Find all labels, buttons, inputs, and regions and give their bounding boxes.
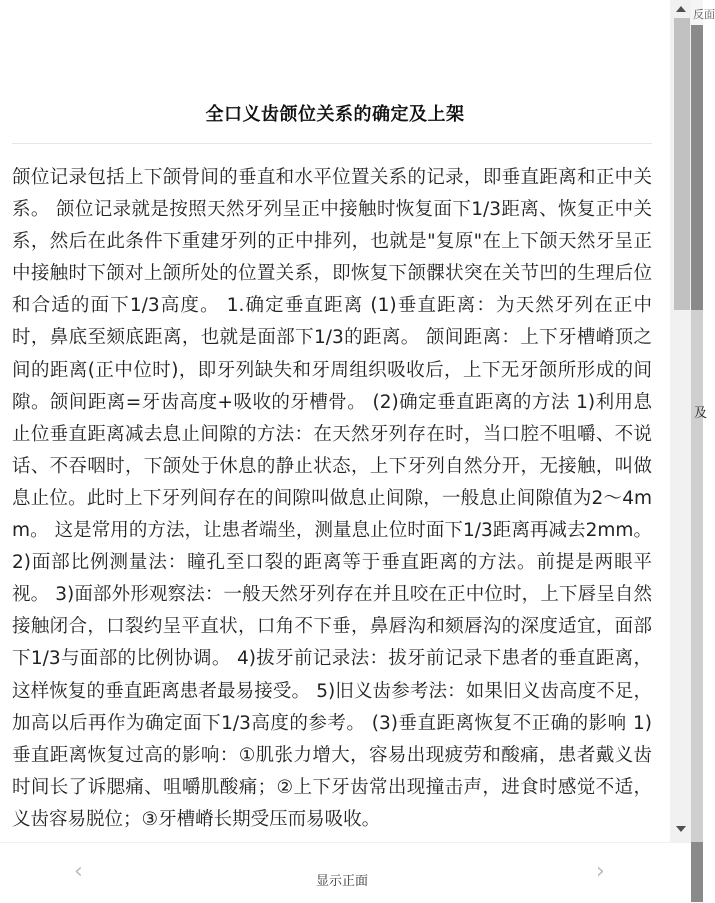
adjacent-card-edge	[691, 0, 703, 902]
next-chevron-icon[interactable]: ›	[596, 859, 605, 884]
adjacent-card-label: 反面	[693, 8, 715, 21]
panel-body-strip	[691, 310, 703, 842]
scrollbar-thumb[interactable]	[674, 18, 690, 310]
article-body: 颌位记录包括上下颌骨间的垂直和水平位置关系的记录，即垂直距离和正中关系。 颌位记录就是按照天然牙列呈正中接触时恢复面下1/3距离、恢复正中关系，然后在此条件下重建牙列的正中排列，也就是"复原"在上下颌天然牙呈正中接触时下颌对上颌所处的位置关系，即恢复下颌髁状突在关节凹的生理后位和合适的面下1/3高度。 1.确定垂直距离 (1)垂直距离：为天然牙列在正中时，鼻底至颏底距离，也就是面部下1/3的距离。 颌间距离：上下牙槽嵴顶之间的距离(正中位时)，即牙列缺失和牙周组织吸收后，上下无牙颌所形成的间隙。颌间距离=牙齿高度+吸收的牙槽骨。 (2)确定垂直距离的方法 1)利用息止位垂直距离减去息止间隙的方法：在天然牙列存在时，当口腔不咀嚼、不说话、不吞咽时，下颌处于休息的静止状态，上下牙列自然分开，无接触，叫做息止位。此时上下牙列间存在的间隙叫做息止间隙，一般息止间隙值为2～4mm。 这是常用的方法，让患者端坐，测量息止位时面下1/3距离再减去2mm。 2)面部比例测量法：瞳孔至口裂的距离等于垂直距离的方法。前提是两眼平视。 3)面部外形观察法：一般天然牙列存在并且咬在正中位时，上下唇呈自然接触闭合，口裂约呈平直状，口角不下垂，鼻唇沟和颏唇沟的深度适宜，面部下1/3与面部的比例协调。 4)拔牙前记录法：拔牙前记录下患者的垂直距离，这样恢复的垂直距离患者最易接受。 5)旧义齿参考法：如果旧义齿高度不足，加高以后再作为确定面下1/3高度的参考。 (3)垂直距离恢复不正确的影响 1)垂直距离恢复过高的影响：①肌张力增大，容易出现疲劳和酸痛，患者戴义齿时间长了诉腮痛、咀嚼肌酸痛；②上下牙齿常出现撞击声，进食时感觉不适，义齿容易脱位；③牙槽嵴长期受压而易吸收。	[12, 167, 652, 830]
show-front-button[interactable]: 显示正面	[315, 874, 368, 889]
previous-chevron-icon[interactable]: ‹	[74, 859, 83, 884]
scroll-up-arrow-icon[interactable]	[676, 6, 686, 12]
bottom-nav-bar	[0, 842, 691, 903]
title-divider	[12, 143, 652, 144]
scroll-down-arrow-icon[interactable]	[676, 826, 686, 832]
adjacent-card-text: 及	[694, 406, 708, 421]
page-title: 全口义齿颌位关系的确定及上架	[205, 104, 465, 125]
